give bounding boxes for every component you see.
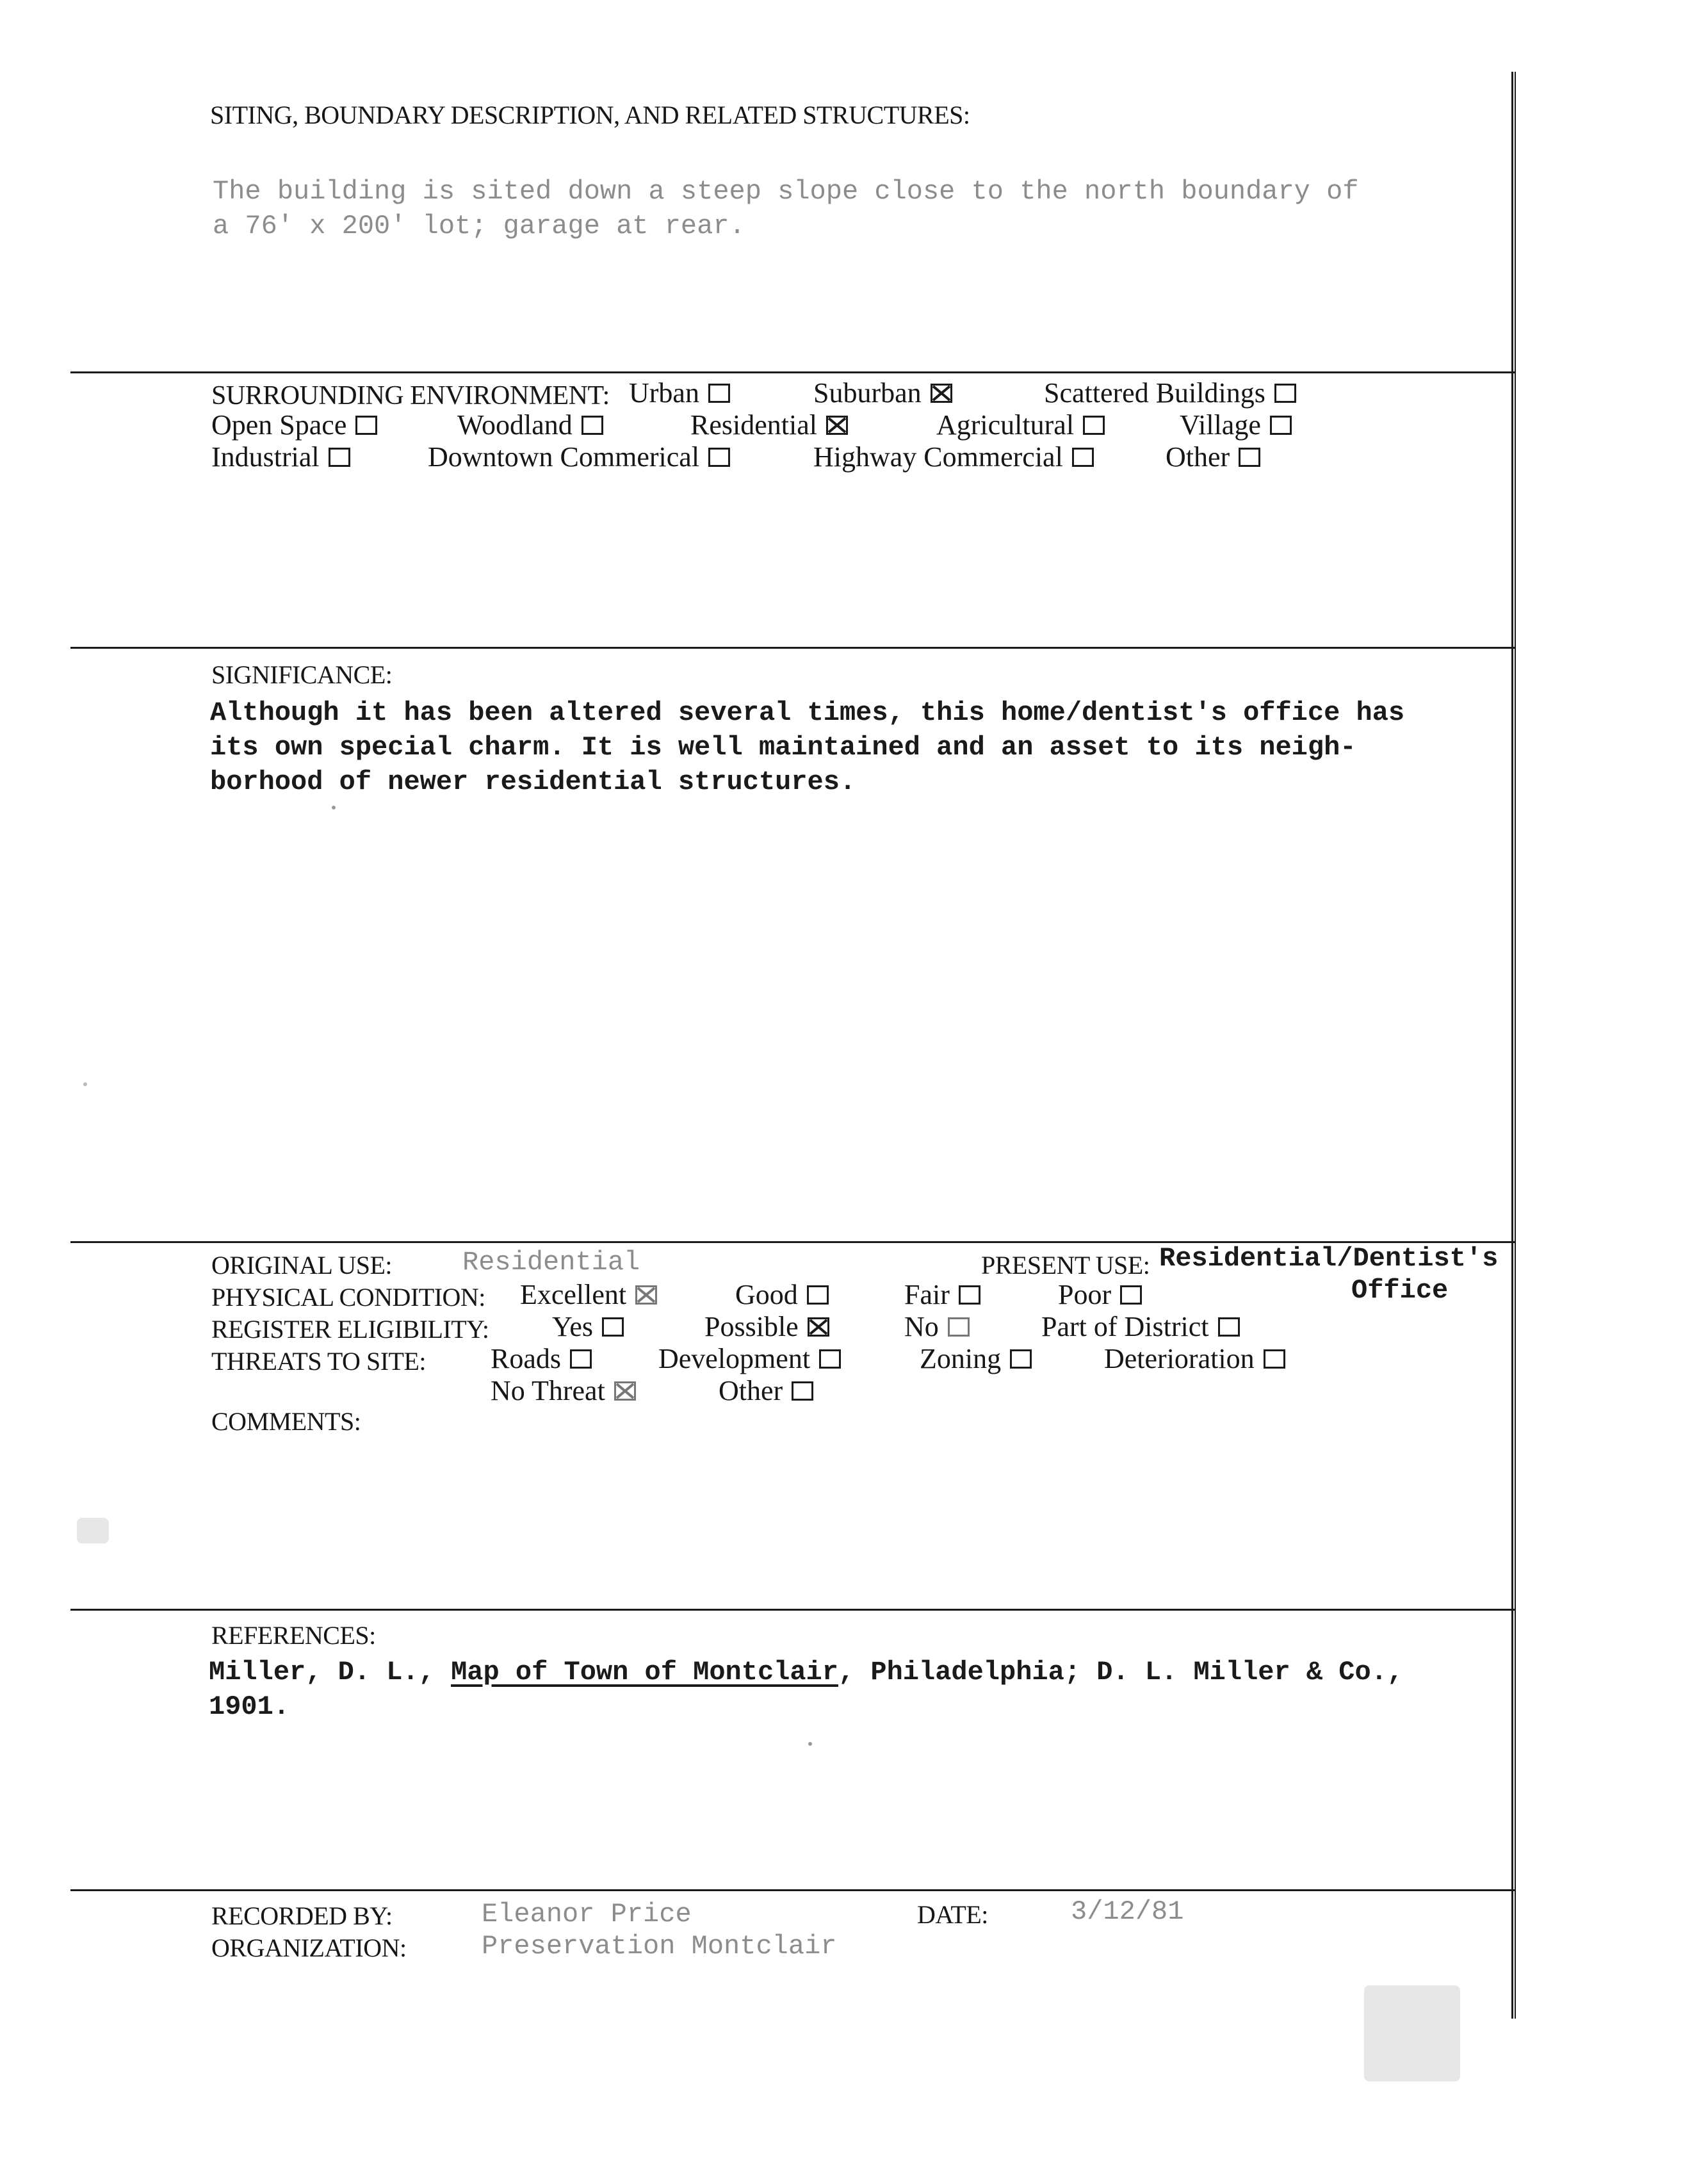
option-label: Other [1166, 441, 1230, 473]
present-use-value: Residential/Dentist's [1159, 1243, 1499, 1274]
threat-option-other[interactable] [719, 1374, 813, 1407]
option-label: Fair [904, 1279, 950, 1310]
option-label: Village [1180, 409, 1261, 441]
scan-speck [808, 1742, 812, 1746]
reference-author: Miller, D. L., [209, 1657, 451, 1688]
option-label: No Threat [491, 1375, 605, 1406]
checkbox-icon[interactable] [807, 1285, 829, 1305]
checkbox-icon[interactable] [1120, 1285, 1142, 1305]
option-label: Good [735, 1279, 798, 1310]
checked-checkbox-icon[interactable] [826, 416, 848, 435]
option-label: Yes [552, 1311, 594, 1342]
reference-year: 1901. [209, 1691, 290, 1722]
checkbox-icon[interactable] [1072, 448, 1094, 467]
present-use-label: PRESENT USE: [981, 1251, 1150, 1280]
recorded-by-value: Eleanor Price [482, 1899, 692, 1930]
option-label: Development [658, 1343, 811, 1374]
env-option-village[interactable] [1180, 409, 1292, 441]
threat-option-development[interactable] [658, 1342, 841, 1375]
significance-text [210, 696, 1404, 799]
section-divider [70, 1609, 1515, 1611]
checkbox-icon[interactable] [1239, 448, 1260, 467]
threat-option-roads[interactable] [491, 1342, 592, 1375]
option-label: Excellent [520, 1279, 627, 1310]
option-label: Residential [690, 409, 817, 441]
reference-line [209, 1655, 1403, 1689]
physical-condition-label: PHYSICAL CONDITION: [211, 1283, 485, 1312]
checked-checkbox-icon[interactable] [931, 384, 952, 403]
checkbox-icon[interactable] [602, 1317, 624, 1337]
environment-heading: SURROUNDING ENVIRONMENT: [211, 381, 610, 411]
eligibility-option-part-of-district[interactable] [1041, 1310, 1240, 1343]
eligibility-option-no[interactable] [904, 1310, 970, 1343]
organization-value: Preservation Montclair [482, 1931, 837, 1962]
organization-label: ORGANIZATION: [211, 1933, 407, 1962]
option-label: Part of District [1041, 1311, 1209, 1342]
checkbox-icon[interactable] [708, 448, 730, 467]
condition-option-fair[interactable] [904, 1278, 980, 1311]
checkbox-icon[interactable] [819, 1349, 841, 1369]
significance-text-line: Although it has been altered several times, this home/dentist's office has [210, 697, 1405, 728]
date-value: 3/12/81 [1071, 1896, 1184, 1927]
siting-heading: SITING, BOUNDARY DESCRIPTION, AND RELATED STRUCTURES: [210, 101, 970, 129]
reference-title: Map of Town of Montclair [451, 1657, 838, 1688]
checkbox-icon[interactable] [570, 1349, 592, 1369]
references-heading: REFERENCES: [211, 1621, 376, 1650]
option-label: Downtown Commerical [428, 441, 700, 473]
env-option-industrial[interactable] [211, 441, 350, 473]
threat-option-no-threat[interactable] [491, 1374, 636, 1407]
env-option-agricultural[interactable] [936, 409, 1105, 441]
option-label: Scattered Buildings [1044, 377, 1265, 409]
siting-text [213, 174, 1359, 243]
eligibility-option-possible[interactable] [704, 1310, 829, 1343]
checked-checkbox-icon[interactable] [614, 1381, 636, 1401]
env-option-downtown-commerical[interactable] [428, 441, 730, 473]
option-label: Agricultural [936, 409, 1075, 441]
option-label: Highway Commercial [813, 441, 1063, 473]
option-label: Industrial [211, 441, 320, 473]
original-use-label: ORIGINAL USE: [211, 1251, 392, 1280]
recorded-by-label: RECORDED BY: [211, 1901, 393, 1930]
checkbox-icon[interactable] [708, 384, 730, 403]
checkbox-icon[interactable] [959, 1285, 980, 1305]
option-label: Urban [629, 377, 699, 409]
option-label: Open Space [211, 409, 347, 441]
env-option-scattered-buildings[interactable] [1044, 377, 1296, 409]
env-option-other[interactable] [1166, 441, 1260, 473]
section-divider [70, 1889, 1515, 1891]
env-option-open-space[interactable] [211, 409, 377, 441]
env-option-suburban[interactable] [813, 377, 952, 409]
threat-option-deterioration[interactable] [1104, 1342, 1285, 1375]
siting-text-line: The building is sited down a steep slope close to the north boundary of [213, 176, 1359, 207]
checkbox-icon[interactable] [329, 448, 350, 467]
checkbox-icon[interactable] [355, 416, 377, 435]
checkbox-icon[interactable] [948, 1317, 970, 1337]
scan-speck [332, 806, 336, 809]
env-option-urban[interactable] [629, 377, 730, 409]
condition-option-poor[interactable] [1058, 1278, 1142, 1311]
significance-text-line: borhood of newer residential structures. [210, 767, 856, 797]
comments-label: COMMENTS: [211, 1407, 361, 1436]
significance-heading: SIGNIFICANCE: [211, 660, 393, 689]
significance-text-line: its own special charm. It is well maintained and an asset to its neigh- [210, 732, 1356, 763]
scan-smudge [77, 1518, 109, 1543]
condition-option-excellent[interactable] [520, 1278, 657, 1311]
scan-smudge [1364, 1985, 1460, 2081]
checked-checkbox-icon[interactable] [808, 1317, 829, 1337]
threat-option-zoning[interactable] [920, 1342, 1032, 1375]
env-option-woodland[interactable] [457, 409, 603, 441]
checkbox-icon[interactable] [1264, 1349, 1285, 1369]
section-divider [70, 647, 1515, 649]
checkbox-icon[interactable] [1083, 416, 1105, 435]
env-option-highway-commercial[interactable] [813, 441, 1094, 473]
option-label: Suburban [813, 377, 922, 409]
checkbox-icon[interactable] [1218, 1317, 1240, 1337]
references-text [209, 1655, 1403, 1724]
option-label: Zoning [920, 1343, 1002, 1374]
date-label: DATE: [917, 1900, 988, 1929]
option-label: Woodland [457, 409, 573, 441]
condition-option-good[interactable] [735, 1278, 829, 1311]
option-label: No [904, 1311, 939, 1342]
scan-speck [83, 1082, 87, 1086]
right-margin-rule [1511, 72, 1516, 2019]
section-divider [70, 371, 1515, 373]
checkbox-icon[interactable] [792, 1381, 813, 1401]
option-label: Possible [704, 1311, 799, 1342]
present-use-value-continued: Office [1351, 1275, 1449, 1306]
option-label: Deterioration [1104, 1343, 1255, 1374]
checkbox-icon[interactable] [1010, 1349, 1032, 1369]
checkbox-icon[interactable] [582, 416, 603, 435]
eligibility-option-yes[interactable] [552, 1310, 624, 1343]
reference-publisher: , Philadelphia; D. L. Miller & Co., [838, 1657, 1404, 1688]
checkbox-icon[interactable] [1270, 416, 1292, 435]
option-label: Other [719, 1375, 783, 1406]
option-label: Roads [491, 1343, 561, 1374]
original-use-value: Residential [462, 1247, 640, 1278]
register-eligibility-label: REGISTER ELIGIBILITY: [211, 1315, 489, 1344]
checkbox-icon[interactable] [1274, 384, 1296, 403]
threats-to-site-label: THREATS TO SITE: [211, 1347, 426, 1376]
option-label: Poor [1058, 1279, 1112, 1310]
siting-text-line: a 76' x 200' lot; garage at rear. [213, 211, 745, 241]
env-option-residential[interactable] [690, 409, 848, 441]
checked-checkbox-icon[interactable] [635, 1285, 657, 1305]
